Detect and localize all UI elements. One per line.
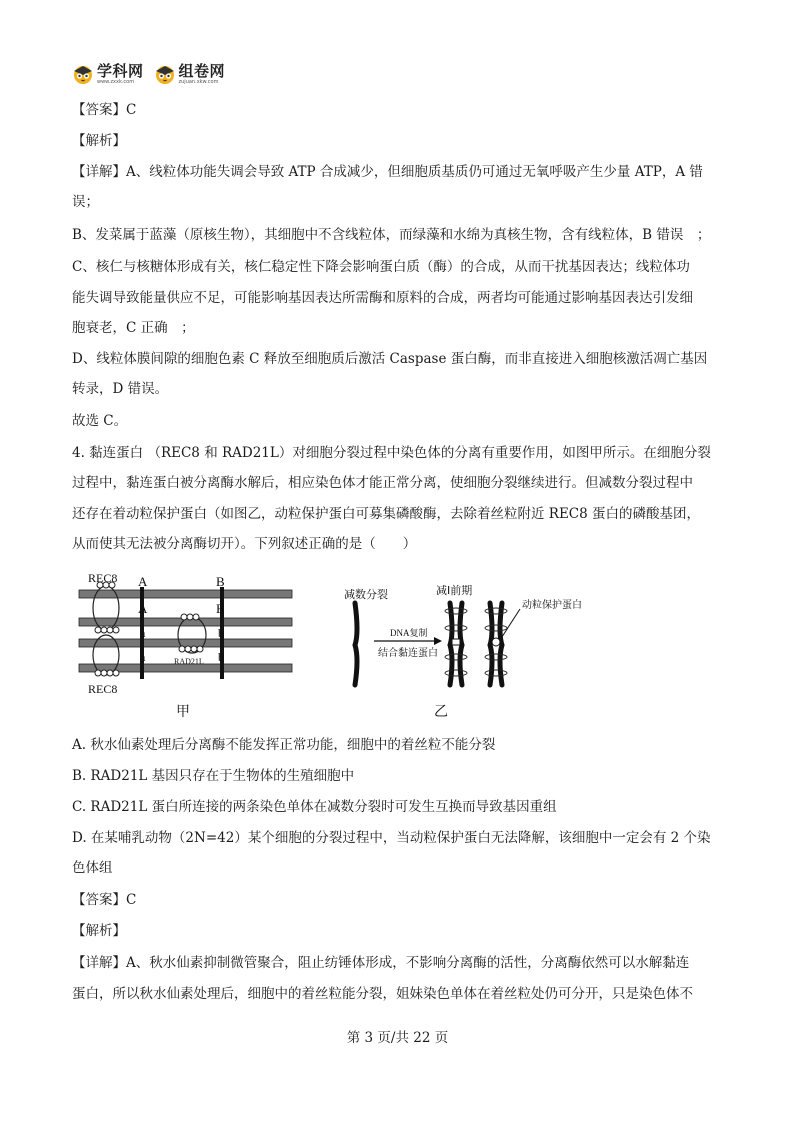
paragraph-line: C、核仁与核糖体形成有关，核仁稳定性下降会影响蛋白质（酶）的合成，从而干扰基因表达；线粒体功 [72,259,690,275]
header-logo [72,62,225,86]
option-d: D. 在某哺乳动物（2N=42）某个细胞的分裂过程中，当动粒保护蛋白无法降解，该细胞中一定会有 2 个染 [72,830,711,846]
answer-label: 【答案】C [72,892,137,908]
gene-label: B [216,574,225,589]
rec8-label: REC8 [88,573,118,585]
question-stem: 过程中，黏连蛋白被分离酶水解后，相应染色体才能正常分离，使细胞分裂继续进行。但减数分裂过程中 [72,475,693,491]
paragraph-line: 蛋白，所以秋水仙素处理后，细胞中的着丝粒能分裂，姐妹染色单体在着丝粒处仍可分开，只是染色体不 [72,986,693,1002]
bind-cohesin-label: 结合黏连蛋白 [378,648,438,659]
analysis-label: 【解析】 [72,923,126,939]
figure-caption: 乙 [434,705,448,720]
question-stem: 4. 黏连蛋白 （REC8 和 RAD21L）对细胞分裂过程中染色体的分离有重要作用，如图甲所示。在细胞分裂 [72,445,711,461]
cohesin-figure [72,573,612,723]
analysis-label: 【解析】 [72,133,126,149]
option-d-continued: 色体组 [72,860,113,876]
paragraph-line: 能失调导致能量供应不足，可能影响基因表达所需酶和原料的合成，两者均可能通过影响基因表达引发细 [72,290,693,306]
question-stem: 从而使其无法被分离酶切开）。下列叙述正确的是（ ） [72,536,417,552]
meiosis-label: 减数分裂 [344,589,388,601]
gene-label: B [216,601,225,616]
option-a: A. 秋水仙素处理后分离酶不能发挥正常功能，细胞中的着丝粒不能分裂 [72,737,496,753]
gene-label: A [138,574,148,589]
figure-yi [344,583,582,720]
gene-label: a [140,626,146,640]
paragraph-line: 【详解】A、秋水仙素抑制微管聚合，阻止纺锤体形成，不影响分离酶的活性，分离酶依然可以水解黏连 [72,955,690,971]
rad21l-label: RAD21L [174,657,204,666]
brand-name: 学科网 [97,61,144,80]
gene-label: A [138,601,148,616]
paragraph-line: 【详解】A、线粒体功能失调会导致 ATP 合成减少，但细胞质基质仍可通过无氧呼吸产生少量 ATP，A 错 [72,164,703,180]
owl-mascot-icon [72,63,94,85]
owl-mascot-icon [154,63,176,85]
gene-label: a [140,650,146,664]
brand-name: 组卷网 [178,61,226,80]
zujuanwang-logo [154,63,226,85]
option-b: B. RAD21L 基因只存在于生物体的生殖细胞中 [72,768,355,784]
protect-protein-label: 动粒保护蛋白 [522,600,582,611]
page-number: 第 3 页/共 22 页 [346,1030,449,1046]
prophase-label: 减Ⅰ前期 [436,585,473,597]
answer-label: 【答案】C [72,102,137,118]
paragraph-line: D、线粒体膜间隙的细胞色素 C 释放至细胞质后激活 Caspase 蛋白酶，而非直接进入细胞核激活凋亡基因 [72,351,708,367]
paragraph-line: 转录，D 错误。 [72,381,169,397]
question-stem: 还存在着动粒保护蛋白（如图乙，动粒保护蛋白可募集磷酸酶，去除着丝粒附近 REC8 蛋白的磷酸基团， [72,506,701,522]
paragraph-line: 胞衰老，C 正确 ； [72,320,195,336]
option-c: C. RAD21L 蛋白所连接的两条染色单体在减数分裂时可发生互换而导致基因重组 [72,799,557,815]
figure-caption: 甲 [176,705,190,720]
gene-label: b [218,626,224,640]
brand-url: zujuan.xkw.com [178,78,219,85]
rec8-label: REC8 [88,682,118,696]
paragraph-line: 故选 C。 [72,413,128,429]
xuekewang-logo [72,63,144,85]
paragraph-line: 误； [72,194,99,210]
gene-label: b [218,650,224,664]
brand-url: www.zxxk.com [97,78,135,85]
dna-replication-label: DNA复制 [390,628,428,638]
figure-jia [79,573,292,720]
paragraph-line: B、发菜属于蓝藻（原核生物），其细胞中不含线粒体，而绿藻和水绵为真核生物，含有线粒体，B 错误 ； [72,227,711,243]
